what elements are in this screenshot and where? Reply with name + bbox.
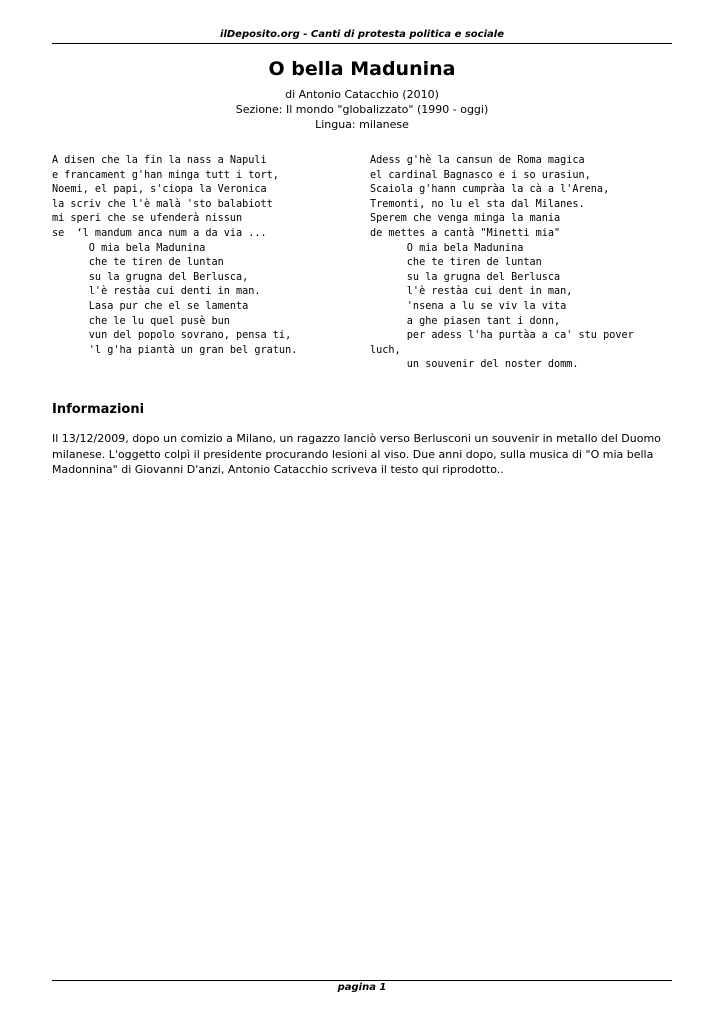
lyric-line: che te tiren de luntan <box>52 257 224 269</box>
page-header-site: ilDeposito.org - Canti di protesta politica e sociale <box>220 29 504 40</box>
language-line: Lingua: milanese <box>315 118 409 131</box>
lyrics-right-column <box>370 154 634 373</box>
lyric-line: el cardinal Bagnasco e i so urasiun, <box>370 169 591 181</box>
lyric-line: a ghe piasen tant i donn, <box>370 315 561 327</box>
lyric-line: l'è restàa cui denti in man. <box>52 286 261 298</box>
lyric-line: che le lu quel pusè bun <box>52 315 230 327</box>
lyric-line: Noemi, el papi, s'ciopa la Veronica <box>52 184 267 196</box>
lyric-line: luch, <box>370 344 401 356</box>
info-line: Il 13/12/2009, dopo un comizio a Milano, un ragazzo lanciò verso Berlusconi un souvenir in metallo del Duomo <box>52 432 661 445</box>
lyric-line: 'l g'ha piantà un gran bel gratun. <box>52 344 298 356</box>
lyric-line: su la grugna del Berlusca <box>370 271 561 283</box>
lyric-line: Lasa pur che el se lamenta <box>52 300 249 312</box>
lyric-line: l'è restàa cui dent in man, <box>370 286 573 298</box>
info-heading: Informazioni <box>52 402 145 417</box>
lyric-line: 'nsena a lu se viv la vita <box>370 300 567 312</box>
lyric-line: che te tiren de luntan <box>370 257 542 269</box>
lyric-line: A disen che la fin la nass a Napuli <box>52 155 267 166</box>
lyric-line: e francament g'han minga tutt i tort, <box>52 169 279 181</box>
info-line: milanese. L'oggetto colpì il presidente procurando lesioni al viso. Due anni dopo, sulla musica di "O mia bella <box>52 447 654 461</box>
lyrics-left-column <box>52 154 297 358</box>
lyric-line: un souvenir del noster domm. <box>370 359 579 371</box>
lyric-line: O mia bela Madunina <box>370 242 524 254</box>
lyric-line: per adess l'ha purtàa a ca' stu pover <box>370 330 634 342</box>
lyric-line: mi speri che se ufenderà nissun <box>52 213 243 225</box>
lyric-line: la scriv che l'è malà 'sto balabiott <box>52 198 273 210</box>
lyric-line: Scaiola g'hann cumpràa la cà a l'Arena, <box>370 184 610 196</box>
lyric-line: Tremonti, no lu el sta dal Milanes. <box>370 198 585 210</box>
lyric-line: Sperem che venga minga la mania <box>370 213 561 225</box>
author-line: di Antonio Catacchio (2010) <box>285 88 439 101</box>
lyric-line: se ‘l mandum anca num a da via ... <box>52 227 267 239</box>
lyric-line: vun del popolo sovrano, pensa ti, <box>52 330 292 342</box>
song-title: O bella Madunina <box>268 58 456 80</box>
info-line: Madonnina" di Giovanni D'anzi, Antonio Catacchio scriveva il testo qui riprodotto.. <box>52 463 504 476</box>
lyric-line: de mettes a cantà "Minetti mia" <box>370 227 561 239</box>
header-divider <box>52 43 672 44</box>
info-paragraph <box>52 431 672 478</box>
song-metadata <box>52 87 672 132</box>
lyric-line: su la grugna del Berlusca, <box>52 271 249 283</box>
lyric-line: Adess g'hè la cansun de Roma magica <box>370 155 585 166</box>
section-line: Sezione: Il mondo "globalizzato" (1990 - oggi) <box>235 103 489 116</box>
lyric-line: O mia bela Madunina <box>52 242 206 254</box>
page-number: pagina 1 <box>337 982 387 993</box>
